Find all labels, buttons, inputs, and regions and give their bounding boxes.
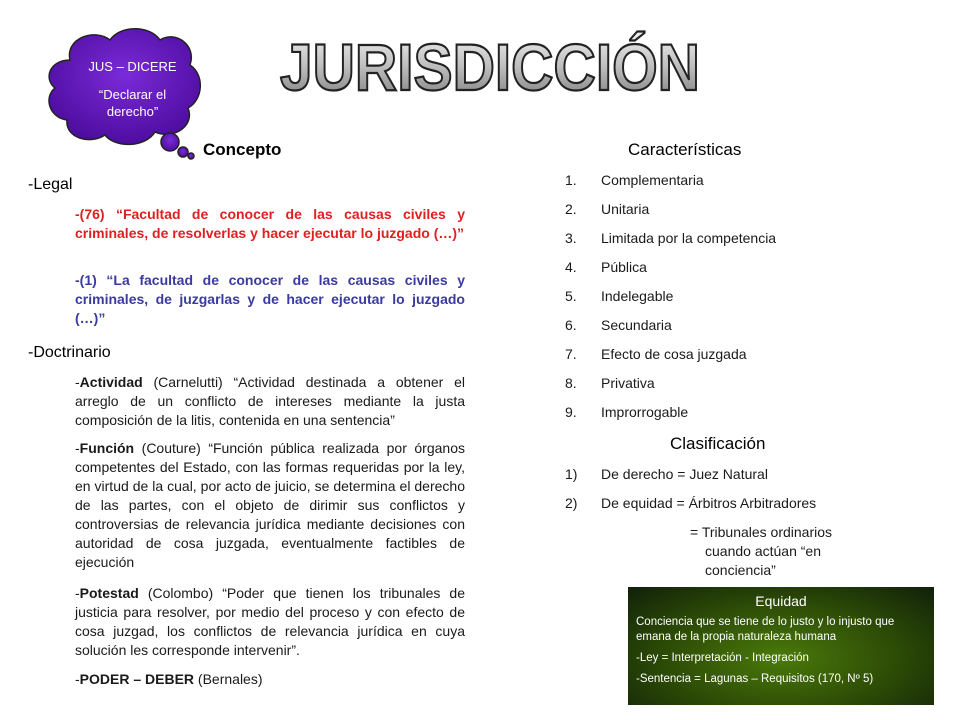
item-text: Efecto de cosa juzgada	[601, 346, 747, 362]
doctrine-text: (Colombo) “Poder que tienen los tribunales de justicia para resolver, por medio del proceso y con efecto de cosa juzgad, los conflictos de relevancia jurídica en cuya solución les corresponde intervenir”.	[75, 585, 465, 658]
caracteristicas-list	[565, 172, 865, 432]
caracteristicas-heading: Características	[628, 140, 742, 159]
doctrine-term: Potestad	[79, 585, 139, 601]
list-item	[565, 259, 865, 279]
equidad-box	[628, 587, 934, 705]
list-item	[565, 375, 865, 395]
list-item	[565, 172, 865, 192]
doctrine-term: Actividad	[79, 374, 143, 390]
legal-text: (1) “La facultad de conocer de las causas civiles y criminales, de juzgarlas y de hacer ejecutar lo juzgado (…)”	[75, 272, 465, 326]
list-item	[565, 404, 865, 424]
clasificacion-extra-3: conciencia”	[705, 562, 776, 578]
equidad-line-1: Conciencia que se tiene de lo justo y lo injusto que emana de la propia naturaleza humana	[636, 616, 895, 643]
item-number: 8.	[565, 375, 577, 391]
list-item	[565, 346, 865, 366]
clasificacion-list	[565, 466, 885, 516]
doctrine-term: Función	[79, 440, 135, 456]
item-text: Improrrogable	[601, 404, 689, 420]
equidad-title: Equidad	[755, 593, 807, 609]
cloud-line-2: “Declarar el	[98, 87, 167, 102]
item-number: 7.	[565, 346, 577, 362]
item-number: 9.	[565, 404, 577, 420]
item-number: 6.	[565, 317, 577, 333]
clasificacion-heading: Clasificación	[670, 434, 766, 453]
item-number: 3.	[565, 230, 577, 246]
concepto-heading: Concepto	[203, 140, 282, 159]
doctrine-actividad	[75, 373, 465, 430]
list-item	[565, 466, 885, 486]
list-item	[565, 288, 865, 308]
clasificacion-extra-2: cuando actúan “en	[705, 543, 821, 559]
list-item	[565, 317, 865, 337]
item-text: Unitaria	[601, 201, 650, 217]
equidad-line-2: -Ley = Interpretación - Integración	[636, 652, 809, 664]
item-number: 4.	[565, 259, 577, 275]
item-text: Pública	[601, 259, 647, 275]
doctrine-potestad	[75, 584, 465, 660]
equidad-line-3: -Sentencia = Lagunas – Requisitos (170, Nº 5)	[636, 673, 874, 685]
clasificacion-extra-1: = Tribunales ordinarios	[690, 524, 833, 540]
item-text: De derecho = Juez Natural	[601, 466, 768, 482]
doctrinario-label: -Doctrinario	[28, 344, 111, 361]
page-title	[270, 12, 710, 122]
item-number: 1)	[565, 466, 578, 482]
item-number: 1.	[565, 172, 577, 188]
item-text: Indelegable	[601, 288, 674, 304]
doctrine-prefix: -	[75, 671, 80, 687]
item-text: De equidad = Árbitros Arbitradores	[601, 495, 817, 511]
legal-prefix: -	[75, 272, 80, 288]
title-text: JURISDICCIÓN	[280, 30, 700, 104]
thought-cloud	[25, 20, 205, 160]
doctrine-poder-deber	[75, 670, 465, 689]
list-item	[565, 495, 885, 515]
list-item	[565, 201, 865, 221]
doctrine-prefix: -	[75, 440, 80, 456]
legal-text: (76) “Facultad de conocer de las causas civiles y criminales, de resolverlas y hacer ejecutar lo juzgado (…)”	[75, 206, 465, 241]
legal-label: -Legal	[28, 176, 73, 193]
legal-definition-1	[75, 271, 465, 328]
doctrine-text: (Carnelutti) “Actividad destinada a obtener el arreglo de un conflicto de intereses mediante la justa composición de la litis, contenida en una sentencia”	[75, 374, 465, 428]
doctrine-text: (Couture) “Función pública realizada por órganos competentes del Estado, con las formas requeridas por la ley, en virtud de la cual, por acto de juicio, se determina el derecho de las partes, con el objeto de dirimir sus conflictos y controversias de relevancia jurídica mediante decisiones con autoridad de cosa juzgada, eventualmente factibles de ejecución	[75, 440, 465, 570]
cloud-line-3: derecho”	[106, 104, 159, 119]
item-number: 5.	[565, 288, 577, 304]
item-number: 2)	[565, 495, 578, 511]
item-text: Privativa	[601, 375, 655, 391]
item-text: Limitada por la competencia	[601, 230, 777, 246]
item-number: 2.	[565, 201, 577, 217]
doctrine-term: PODER – DEBER	[79, 671, 195, 687]
legal-prefix: -	[75, 206, 80, 222]
doctrine-prefix: -	[75, 374, 80, 390]
item-text: Secundaria	[601, 317, 672, 333]
doctrine-text: (Bernales)	[194, 671, 263, 687]
doctrine-prefix: -	[75, 585, 80, 601]
legal-definition-76	[75, 205, 465, 243]
cloud-line-1: JUS – DICERE	[88, 59, 177, 74]
item-text: Complementaria	[601, 172, 704, 188]
list-item	[565, 230, 865, 250]
doctrine-funcion	[75, 439, 465, 572]
